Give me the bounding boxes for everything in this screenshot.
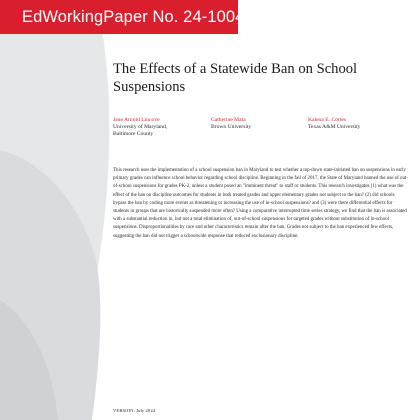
author-affiliation: Brown University bbox=[211, 124, 252, 130]
abstract-paragraph: This research uses the implementation of a school suspension ban in Maryland to test whether a top-down state-initiated ban on suspensions in early primary grades can influence school behavior regarding school discipline. Beginning in the fall of 2017, the State of Maryland banned the use of out-of-school suspensions for grades PK-2, unless a student posed an "imminent threat" to staff or students. This research investigates (1) what was the effect of the ban on discipline outcomes for students in both treated grades and upper elementary grades not subject to the ban? (2) did schools bypass the ban by coding more events as threatening or increasing the use of in-school suspensions? and (3) were there differential effects for students in groups that are historically suspended more often? Using a comparative interrupted time series strategy, we find that the ban is associated with a substantial reduction in, but not a total elimination of, out-of-school suspensions for targeted grades without substitution of in-school suspensions. Disproportionalities by race and other characteristics remain after the ban. Grades not subject to the ban experienced few effects, suggesting the ban did not trigger a schoolwide response that reduced exclusionary discipline. bbox=[113, 168, 408, 239]
version-date: VERSION: July 2024 bbox=[113, 408, 156, 413]
author-name: Jane Arnold Lincove bbox=[113, 117, 160, 123]
author-affiliation: University of Maryland, bbox=[113, 124, 168, 130]
author-block-2 bbox=[211, 117, 251, 131]
author-affiliation: Baltimore County bbox=[113, 131, 154, 137]
author-block-1 bbox=[113, 117, 167, 138]
author-name: Catherine Mata bbox=[211, 117, 246, 123]
header-band bbox=[0, 0, 245, 34]
series-title: EdWorkingPaper No. 24-1004 bbox=[22, 7, 245, 26]
author-block-3 bbox=[308, 117, 360, 131]
author-affiliation: Texas A&M University bbox=[308, 124, 361, 130]
paper-title: The Effects of a Statewide Ban on School Suspensions bbox=[113, 61, 358, 95]
author-name: Kalena E. Cortes bbox=[308, 117, 347, 123]
